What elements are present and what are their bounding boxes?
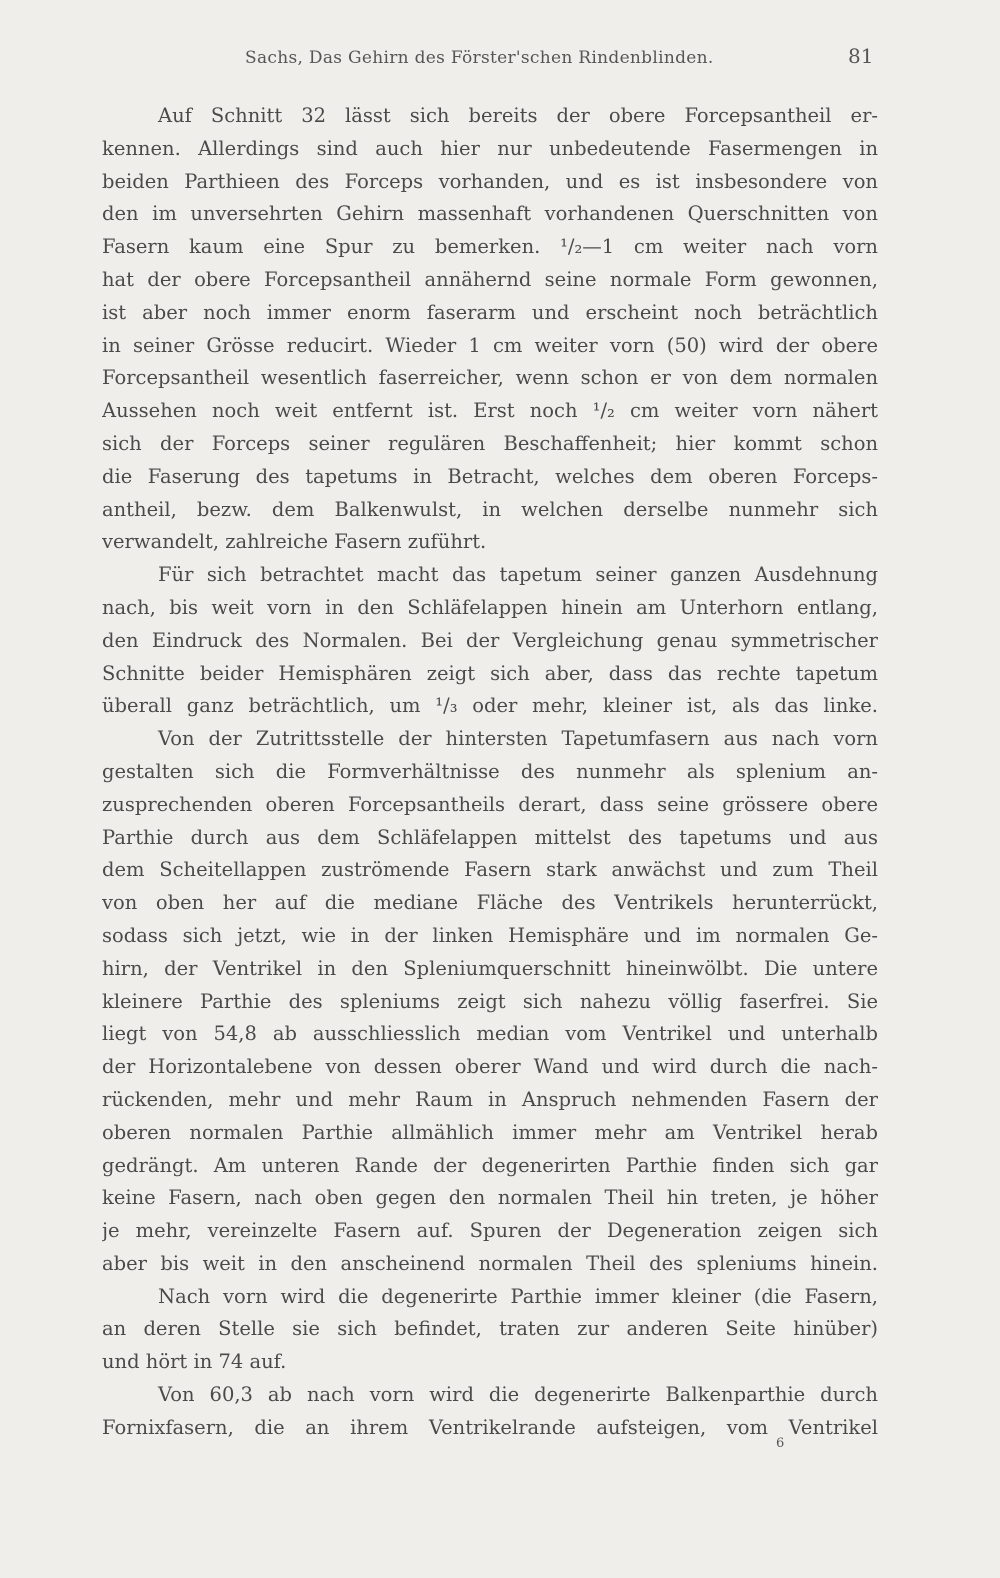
running-title: Sachs, Das Gehirn des Förster'schen Rindenblinden. bbox=[245, 48, 714, 68]
text-line: überall ganz beträchtlich, um ¹/₃ oder mehr, kleiner ist, als das linke. bbox=[102, 694, 878, 718]
text-line: und hört in 74 auf. bbox=[102, 1350, 287, 1374]
text-line: hirn, der Ventrikel in den Spleniumquerschnitt hineinwölbt. Die untere bbox=[102, 956, 878, 980]
text-line: gestalten sich die Formverhältnisse des nunmehr als splenium an- bbox=[102, 759, 878, 783]
text-line: keine Fasern, nach oben gegen den normalen Theil hin treten, je höher bbox=[102, 1186, 878, 1210]
text-line: Für sich betrachtet macht das tapetum seiner ganzen Ausdehnung bbox=[158, 563, 878, 587]
text-line: Von der Zutrittsstelle der hintersten Tapetumfasern aus nach vorn bbox=[158, 727, 878, 751]
text-line: Aussehen noch weit entfernt ist. Erst noch ¹/₂ cm weiter vorn nähert bbox=[102, 399, 878, 423]
text-line: Fornixfasern, die an ihrem Ventrikelrande aufsteigen, vom Ventrikel bbox=[102, 1415, 878, 1439]
text-line: dem Scheitellappen zuströmende Fasern stark anwächst und zum Theil bbox=[102, 858, 878, 882]
text-line: den im unversehrten Gehirn massenhaft vorhandenen Querschnitten von bbox=[102, 202, 878, 226]
text-line: Von 60,3 ab nach vorn wird die degenerirte Balkenparthie durch bbox=[158, 1383, 878, 1407]
text-line: ist aber noch immer enorm faserarm und erscheint noch beträchtlich bbox=[102, 300, 878, 324]
text-line: in seiner Grösse reducirt. Wieder 1 cm weiter vorn (50) wird der obere bbox=[102, 333, 878, 357]
text-line: je mehr, vereinzelte Fasern auf. Spuren der Degeneration zeigen sich bbox=[102, 1219, 878, 1243]
text-line: sodass sich jetzt, wie in der linken Hemisphäre und im normalen Ge- bbox=[102, 923, 878, 947]
text-line: Parthie durch aus dem Schläfelappen mittelst des tapetums und aus bbox=[102, 825, 878, 849]
body-text bbox=[102, 100, 878, 1445]
text-line: Schnitte beider Hemisphären zeigt sich aber, dass das rechte tapetum bbox=[102, 661, 878, 685]
text-line: rückenden, mehr und mehr Raum in Anspruch nehmenden Fasern der bbox=[102, 1087, 878, 1111]
text-line: Fasern kaum eine Spur zu bemerken. ¹/₂—1 cm weiter nach vorn bbox=[102, 235, 878, 259]
text-line: hat der obere Forcepsantheil annähernd seine normale Form gewonnen, bbox=[102, 267, 878, 291]
text-line: beiden Parthieen des Forceps vorhanden, und es ist insbesondere von bbox=[102, 169, 878, 193]
text-line: liegt von 54,8 ab ausschliesslich median vom Ventrikel und unterhalb bbox=[102, 1022, 878, 1046]
text-line: die Faserung des tapetums in Betracht, welches dem oberen Forceps- bbox=[102, 464, 878, 488]
text-line: aber bis weit in den anscheinend normalen Theil des spleniums hinein. bbox=[102, 1251, 878, 1275]
text-line: gedrängt. Am unteren Rande der degenerirten Parthie finden sich gar bbox=[102, 1153, 878, 1177]
text-line: Auf Schnitt 32 lässt sich bereits der obere Forcepsantheil er- bbox=[158, 104, 878, 127]
text-line: von oben her auf die mediane Fläche des Ventrikels herunterrückt, bbox=[102, 891, 878, 915]
text-line: oberen normalen Parthie allmählich immer mehr am Ventrikel herab bbox=[102, 1120, 878, 1144]
text-line: an deren Stelle sie sich befindet, traten zur anderen Seite hinüber) bbox=[102, 1317, 878, 1341]
text-line: nach, bis weit vorn in den Schläfelappen hinein am Unterhorn entlang, bbox=[102, 595, 878, 619]
text-line: Nach vorn wird die degenerirte Parthie immer kleiner (die Fasern, bbox=[158, 1284, 878, 1308]
text-line: Forcepsantheil wesentlich faserreicher, wenn schon er von dem normalen bbox=[102, 366, 878, 390]
text-line: kennen. Allerdings sind auch hier nur unbedeutende Fasermengen in bbox=[102, 136, 878, 160]
signature-mark: 6 bbox=[776, 1436, 785, 1451]
text-line: sich der Forceps seiner regulären Beschaffenheit; hier kommt schon bbox=[102, 431, 878, 455]
text-line: verwandelt, zahlreiche Fasern zuführt. bbox=[102, 530, 487, 554]
text-line: kleinere Parthie des spleniums zeigt sich nahezu völlig faserfrei. Sie bbox=[102, 989, 878, 1013]
text-line: antheil, bezw. dem Balkenwulst, in welchen derselbe nunmehr sich bbox=[102, 497, 878, 521]
text-line: zusprechenden oberen Forcepsantheils derart, dass seine grössere obere bbox=[102, 792, 878, 816]
page-number: 81 bbox=[848, 44, 874, 68]
text-line: der Horizontalebene von dessen oberer Wand und wird durch die nach- bbox=[102, 1055, 878, 1079]
text-line: den Eindruck des Normalen. Bei der Vergleichung genau symmetrischer bbox=[102, 628, 878, 652]
